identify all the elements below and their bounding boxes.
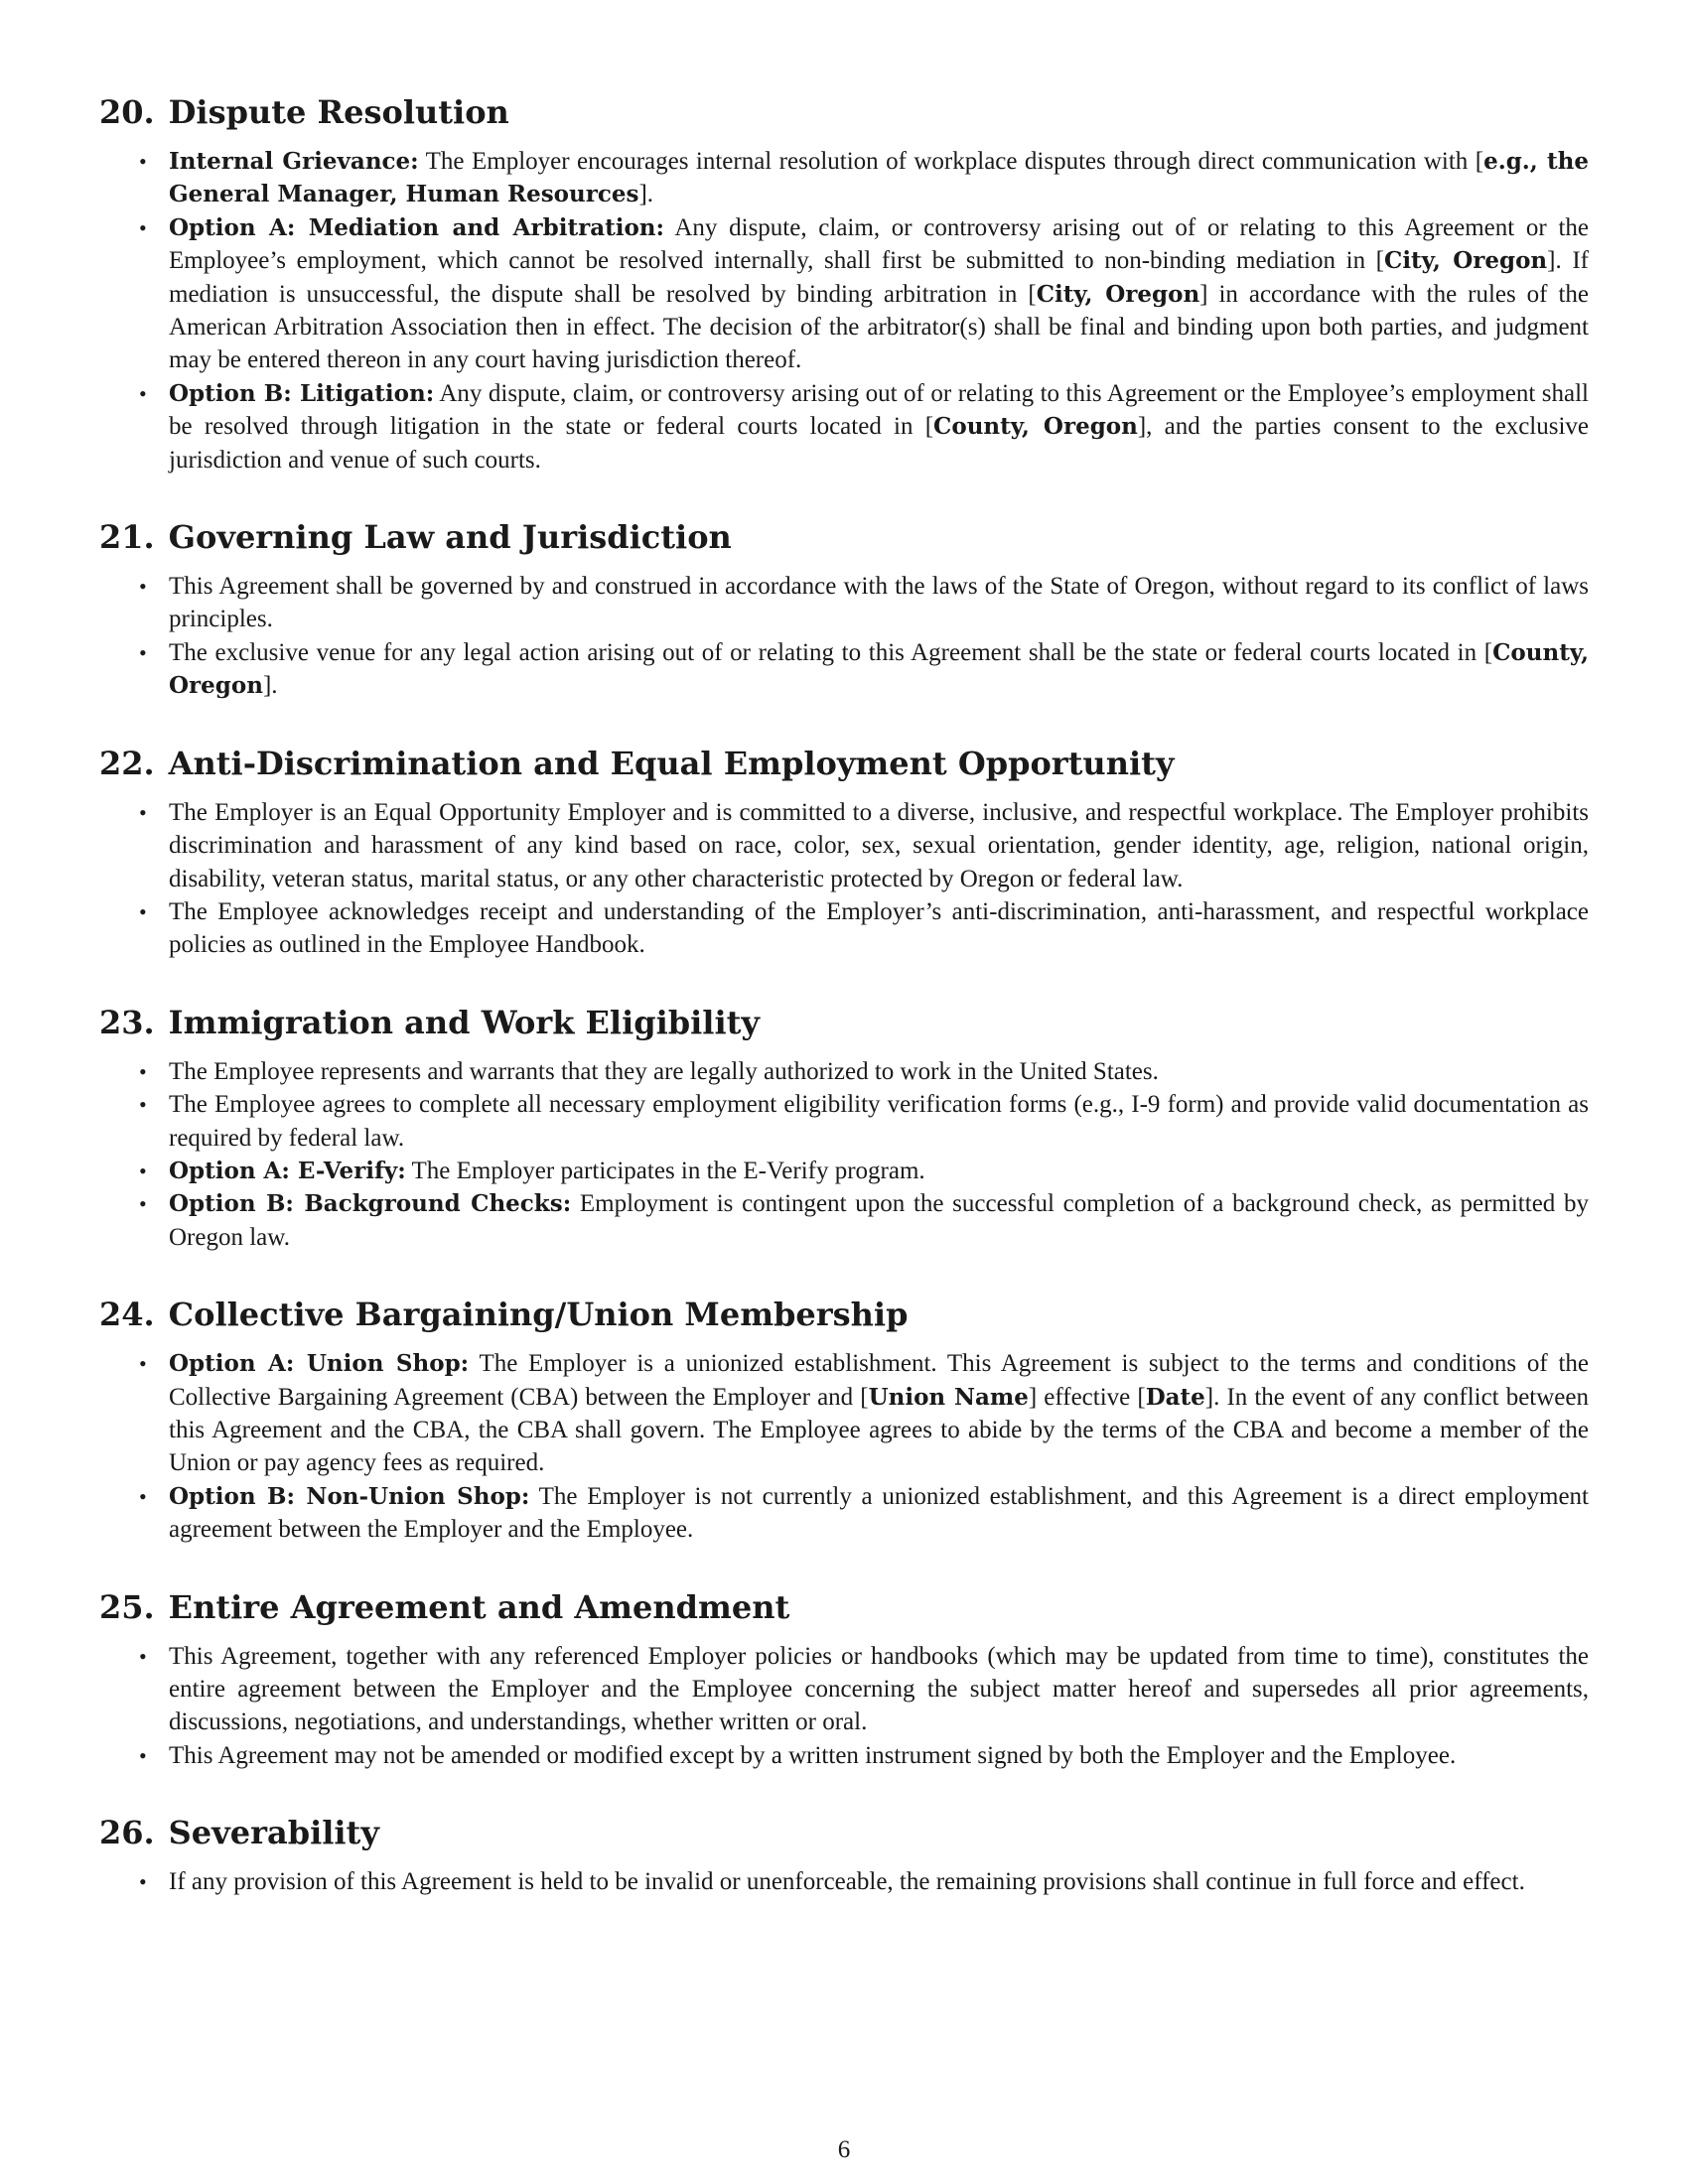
list-item xyxy=(99,1865,1589,1898)
item-text: ] in accordance with the rules of the American Arbitration Association then in effect. The decision of the arbitrator(s) shall be final and binding upon both parties, and judgment may be entered thereon in any court having jurisdiction thereof. xyxy=(169,280,1589,374)
section-entire-agreement xyxy=(99,1586,1589,1773)
item-text: ] effective [ xyxy=(1028,1383,1146,1411)
section-heading xyxy=(99,743,1589,784)
section-heading xyxy=(99,1002,1589,1043)
bullet-list xyxy=(99,796,1589,962)
item-text: ]. If mediation is unsuccessful, the dispute shall be resolved by binding arbitration in [ xyxy=(169,247,1589,308)
section-number: 26. xyxy=(99,1814,155,1852)
placeholder-text: City, Oregon xyxy=(1036,280,1200,308)
bullet-icon: • xyxy=(139,639,147,665)
item-label: Option B: Litigation: xyxy=(169,379,435,407)
list-item xyxy=(99,1088,1589,1155)
bullet-icon: • xyxy=(139,1643,147,1669)
section-title: Collective Bargaining/Union Membership xyxy=(168,1296,909,1334)
section-heading xyxy=(99,1586,1589,1628)
bullet-icon: • xyxy=(139,1058,147,1084)
bullet-list xyxy=(99,1347,1589,1546)
bullet-list xyxy=(99,145,1589,477)
item-text: This Agreement shall be governed by and construed in accordance with the laws of the State of Oregon, without regard to its conflict of laws principles. xyxy=(169,573,1589,633)
section-governing-law xyxy=(99,516,1589,703)
section-immigration xyxy=(99,1002,1589,1254)
item-text: ], and the parties consent to the exclusive jurisdiction and venue of such courts. xyxy=(169,413,1590,474)
bullet-icon: • xyxy=(139,149,147,174)
item-text: ]. xyxy=(638,181,654,208)
placeholder-text: Union Name xyxy=(868,1383,1029,1411)
section-anti-discrimination xyxy=(99,743,1589,962)
section-number: 22. xyxy=(99,744,155,782)
item-text: This Agreement, together with any referenced Employer policies or handbooks (which may be updated from time to time), constitutes the entire agreement between the Employer and the Employee concerning the subject matter hereof and supersedes all prior agreements, discussions, negotiations, and understandings, whether written or oral. xyxy=(169,1642,1589,1736)
list-item xyxy=(99,1480,1589,1547)
placeholder-text: County, Oregon xyxy=(169,638,1589,700)
bullet-icon: • xyxy=(139,1351,147,1377)
placeholder-text: e.g., the General Manager, Human Resources xyxy=(169,148,1589,208)
bullet-icon: • xyxy=(139,1191,147,1217)
list-item xyxy=(99,636,1589,703)
bullet-icon: • xyxy=(139,898,147,924)
bullet-icon: • xyxy=(139,1483,147,1509)
bullet-icon: • xyxy=(139,1869,147,1895)
item-text: The Employee represents and warrants that they are legally authorized to work in the United States. xyxy=(169,1057,1159,1085)
item-text: Any dispute, claim, or controversy arising out of or relating to this Agreement or the Employee’s employment shall be resolved through litigation in the state or federal courts located in [ xyxy=(169,379,1590,441)
bullet-icon: • xyxy=(139,214,147,240)
item-text: The Employee acknowledges receipt and understanding of the Employer’s anti-discrimination, anti-harassment, and respectful workplace policies as outlined in the Employee Handbook. xyxy=(169,897,1589,959)
bullet-icon: • xyxy=(139,1158,147,1183)
placeholder-text: City, Oregon xyxy=(1384,247,1548,275)
bullet-icon: • xyxy=(139,799,147,825)
list-item xyxy=(99,211,1589,377)
item-label: Option A: Mediation and Arbitration: xyxy=(169,213,665,241)
bullet-list xyxy=(99,570,1589,703)
item-label: Option A: Union Shop: xyxy=(169,1350,470,1378)
list-item xyxy=(99,1347,1589,1480)
item-text: Any dispute, claim, or controversy arising out of or relating to this Agreement or the Employee’s employment, which cannot be resolved internally, shall first be submitted to non-binding mediation in [ xyxy=(169,213,1589,275)
bullet-icon: • xyxy=(139,1092,147,1118)
item-label: Option A: E-Verify: xyxy=(169,1157,406,1184)
section-number: 20. xyxy=(99,93,155,131)
section-collective-bargaining xyxy=(99,1294,1589,1546)
item-text: The Employer is not currently a unionized establishment, and this Agreement is a direct employment agreement between the Employer and the Employee. xyxy=(169,1482,1589,1544)
item-text: ]. In the event of any conflict between this Agreement and the CBA, the CBA shall govern. The Employee agrees to abide by the terms of the CBA and become a member of the Union or pay agency fees as required. xyxy=(169,1383,1589,1477)
section-dispute-resolution xyxy=(99,91,1589,477)
item-label: Option B: Non-Union Shop: xyxy=(169,1482,530,1510)
section-title: Dispute Resolution xyxy=(168,93,509,131)
item-text: The Employee agrees to complete all necessary employment eligibility verification forms (e.g., I-9 form) and provide valid documentation as required by federal law. xyxy=(169,1091,1589,1152)
section-number: 23. xyxy=(99,1003,155,1041)
item-label: Internal Grievance: xyxy=(169,148,419,175)
list-item xyxy=(99,895,1589,962)
item-text: The Employer is an Equal Opportunity Employer and is committed to a diverse, inclusive, and respectful workplace. The Employer prohibits discrimination and harassment of any kind based on race, color, sex, sexual orientation, gender identity, age, religion, national origin, disability, veteran status, marital status, or any other characteristic protected by Oregon or federal law. xyxy=(169,798,1589,892)
section-heading xyxy=(99,1294,1589,1335)
list-item xyxy=(99,145,1589,211)
bullet-icon: • xyxy=(139,380,147,406)
list-item xyxy=(99,1739,1589,1772)
list-item xyxy=(99,1055,1589,1088)
item-text: If any provision of this Agreement is held to be invalid or unenforceable, the remaining provisions shall continue in full force and effect. xyxy=(169,1868,1525,1896)
placeholder-text: County, Oregon xyxy=(933,413,1138,441)
section-severability xyxy=(99,1812,1589,1898)
bullet-icon: • xyxy=(139,1742,147,1768)
item-text: Employment is contingent upon the successful completion of a background check, as permitted by Oregon law. xyxy=(169,1190,1589,1251)
item-text: The Employer participates in the E-Verify program. xyxy=(405,1157,925,1184)
section-title: Anti-Discrimination and Equal Employment Opportunity xyxy=(168,744,1175,782)
document-page xyxy=(99,91,1589,1939)
section-title: Immigration and Work Eligibility xyxy=(168,1003,760,1041)
section-number: 21. xyxy=(99,518,155,557)
list-item xyxy=(99,796,1589,895)
bullet-list xyxy=(99,1640,1589,1773)
item-text: The Employer is a unionized establishment. This Agreement is subject to the terms and conditions of the Collective Bargaining Agreement (CBA) between the Employer and [ xyxy=(169,1350,1589,1411)
list-item xyxy=(99,1640,1589,1739)
list-item xyxy=(99,377,1589,477)
bullet-list xyxy=(99,1055,1589,1254)
item-text: This Agreement may not be amended or modified except by a written instrument signed by both the Employer and the Employee. xyxy=(169,1741,1457,1769)
bullet-list xyxy=(99,1865,1589,1898)
list-item xyxy=(99,570,1589,636)
list-item xyxy=(99,1187,1589,1254)
list-item xyxy=(99,1155,1589,1187)
item-text: ]. xyxy=(262,672,278,700)
placeholder-text: Date xyxy=(1145,1383,1205,1411)
section-title: Severability xyxy=(168,1814,379,1852)
item-text: The exclusive venue for any legal action arising out of or relating to this Agreement shall be the state or federal courts located in [ xyxy=(169,638,1493,666)
section-heading xyxy=(99,1812,1589,1853)
section-title: Entire Agreement and Amendment xyxy=(168,1587,790,1626)
section-title: Governing Law and Jurisdiction xyxy=(168,518,732,557)
section-number: 25. xyxy=(99,1587,155,1626)
item-text: The Employer encourages internal resolution of workplace disputes through direct communication with [ xyxy=(418,148,1484,175)
page-number: 6 xyxy=(837,2136,851,2163)
section-number: 24. xyxy=(99,1296,155,1334)
bullet-icon: • xyxy=(139,574,147,600)
section-heading xyxy=(99,516,1589,558)
item-label: Option B: Background Checks: xyxy=(169,1190,572,1218)
section-heading xyxy=(99,91,1589,133)
